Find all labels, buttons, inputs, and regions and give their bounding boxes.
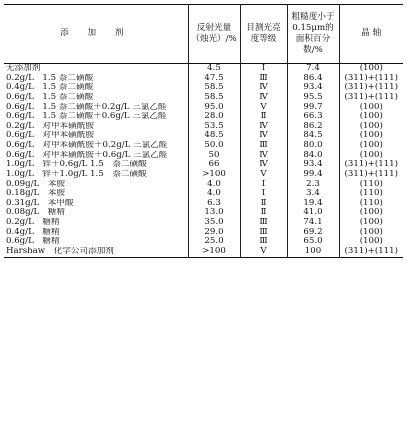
smooth-area-percent-cell: 100	[287, 247, 339, 257]
additive-cell: 0.2g/L 1.5 萘二磺酸	[6, 73, 94, 83]
brightness-grade-cell: Ⅴ	[240, 247, 287, 257]
additive-cell: 0.6g/L 1.5 萘二磺酸＋0.2g/L 三氯乙醛	[6, 102, 167, 112]
crystal-axis-cell: (100)	[339, 141, 403, 151]
table-row	[4, 208, 403, 218]
reflectance-cell: 47.5	[188, 74, 240, 84]
reflectance-cell: 28.0	[188, 112, 240, 122]
additive-cell: 0.6g/L 对甲苯磺酰胺＋0.2g/L 三氯乙醛	[6, 141, 168, 150]
table-row	[4, 160, 403, 170]
brightness-grade-cell: Ⅲ	[240, 237, 287, 247]
brightness-grade-cell: Ⅰ	[240, 180, 287, 190]
smooth-area-percent-cell: 69.2	[287, 228, 339, 238]
table-row	[4, 228, 403, 238]
table-row	[4, 122, 403, 132]
header-reflectance: 反射光量（烛光）/%	[188, 5, 240, 64]
brightness-grade-cell: Ⅳ	[240, 83, 287, 93]
crystal-axis-cell: (100)	[339, 103, 403, 113]
smooth-area-percent-cell: 19.4	[287, 199, 339, 209]
reflectance-cell: 66	[188, 160, 240, 170]
table-header	[4, 5, 403, 64]
crystal-axis-cell: (311)+(111)	[339, 74, 403, 84]
brightness-grade-cell: Ⅳ	[240, 151, 287, 161]
table-row	[4, 64, 403, 74]
table-row	[4, 74, 403, 84]
additive-cell: 1.0g/L 锌＋0.6g/L 1.5 萘二磺酸	[6, 160, 147, 170]
header-additive: 添 加 剂	[60, 28, 132, 39]
crystal-axis-cell: (100)	[339, 122, 403, 132]
smooth-area-percent-cell: 74.1	[287, 218, 339, 228]
header-crystal-axis: 晶 轴	[339, 5, 403, 64]
reflectance-cell: 29.0	[188, 228, 240, 238]
table-row	[4, 103, 403, 113]
brightness-grade-cell: Ⅲ	[240, 228, 287, 238]
smooth-area-percent-cell: 65.0	[287, 237, 339, 247]
additive-cell: 1.0g/L 锌＋1.0g/L 1.5 萘二磺酸	[6, 169, 147, 179]
smooth-area-percent-cell: 99.4	[287, 170, 339, 180]
brightness-grade-cell: Ⅱ	[240, 112, 287, 122]
brightness-grade-cell: Ⅳ	[240, 160, 287, 170]
smooth-area-percent-cell: 80.0	[287, 141, 339, 151]
reflectance-cell: 13.0	[188, 208, 240, 218]
table-row	[4, 180, 403, 190]
reflectance-cell: 58.5	[188, 83, 240, 93]
reflectance-cell: 4.0	[188, 189, 240, 199]
brightness-grade-cell: Ⅲ	[240, 141, 287, 151]
reflectance-cell: 58.5	[188, 93, 240, 103]
crystal-axis-cell: (100)	[339, 64, 403, 74]
additive-cell: 0.09g/L 苯胺	[6, 179, 66, 189]
table-row	[4, 199, 403, 209]
brightness-grade-cell: Ⅱ	[240, 199, 287, 209]
smooth-area-percent-cell: 99.7	[287, 103, 339, 113]
reflectance-cell: >100	[188, 170, 240, 180]
reflectance-cell: 95.0	[188, 103, 240, 113]
additive-cell: 0.6g/L 糖精	[6, 237, 60, 247]
smooth-area-percent-cell: 66.3	[287, 112, 339, 122]
crystal-axis-cell: (100)	[339, 151, 403, 161]
additive-data-table	[4, 4, 403, 258]
reflectance-cell: 6.3	[188, 199, 240, 209]
reflectance-cell: 50	[188, 151, 240, 161]
brightness-grade-cell: Ⅳ	[240, 93, 287, 103]
brightness-grade-cell: Ⅰ	[240, 189, 287, 199]
header-smooth-area-percent: 粗糙度小于0.15μm的面积百分数/%	[287, 5, 339, 64]
crystal-axis-cell: (100)	[339, 208, 403, 218]
table-row	[4, 83, 403, 93]
table-row	[4, 112, 403, 122]
additive-cell: 0.18g/L 苯胺	[6, 189, 66, 199]
smooth-area-percent-cell: 2.3	[287, 180, 339, 190]
table-row	[4, 93, 403, 103]
crystal-axis-cell: (110)	[339, 199, 403, 209]
crystal-axis-cell: (311)+(111)	[339, 247, 403, 257]
reflectance-cell: >100	[188, 247, 240, 257]
smooth-area-percent-cell: 93.4	[287, 160, 339, 170]
additive-cell: 0.2g/L 对甲苯磺酰胺	[6, 121, 94, 131]
table-row	[4, 170, 403, 180]
crystal-axis-cell: (311)+(111)	[339, 160, 403, 170]
smooth-area-percent-cell: 7.4	[287, 64, 339, 74]
additive-cell: 0.6g/L 1.5 萘二磺酸＋0.6g/L 三氯乙醛	[6, 112, 167, 122]
reflectance-cell: 53.5	[188, 122, 240, 132]
additive-cell: 0.08g/L 糖精	[6, 208, 66, 218]
additive-cell: 0.4g/L 糖精	[6, 227, 60, 237]
smooth-area-percent-cell: 95.5	[287, 93, 339, 103]
additive-cell: 0.4g/L 1.5 萘二磺酸	[6, 83, 94, 93]
crystal-axis-cell: (110)	[339, 189, 403, 199]
reflectance-cell: 4.5	[188, 64, 240, 74]
smooth-area-percent-cell: 86.4	[287, 74, 339, 84]
smooth-area-percent-cell: 93.4	[287, 83, 339, 93]
table-body	[4, 64, 403, 258]
brightness-grade-cell: Ⅳ	[240, 131, 287, 141]
table-row	[4, 247, 403, 257]
additive-cell: Harshaw 化学公司添加剂	[6, 246, 114, 256]
crystal-axis-cell: (110)	[339, 180, 403, 190]
brightness-grade-cell: Ⅰ	[240, 64, 287, 74]
additive-cell: 0.2g/L 糖精	[6, 218, 60, 227]
reflectance-cell: 48.5	[188, 131, 240, 141]
crystal-axis-cell: (100)	[339, 237, 403, 247]
crystal-axis-cell: (311)+(111)	[339, 93, 403, 103]
table-row	[4, 237, 403, 247]
additive-cell: 无添加剂	[6, 63, 41, 73]
crystal-axis-cell: (100)	[339, 228, 403, 238]
table-row	[4, 189, 403, 199]
table-row	[4, 151, 403, 161]
smooth-area-percent-cell: 86.2	[287, 122, 339, 132]
table-row	[4, 141, 403, 151]
crystal-axis-cell: (311)+(111)	[339, 170, 403, 180]
smooth-area-percent-cell: 84.5	[287, 131, 339, 141]
additive-cell: 0.6g/L 对甲苯磺酰胺	[6, 131, 94, 141]
additive-cell: 0.6g/L 1.5 萘二磺酸	[6, 92, 94, 102]
reflectance-cell: 25.0	[188, 237, 240, 247]
crystal-axis-cell: (311)+(111)	[339, 83, 403, 93]
brightness-grade-cell: Ⅴ	[240, 170, 287, 180]
table-row	[4, 218, 403, 228]
additive-cell: 0.6g/L 对甲苯磺酰胺＋0.6g/L 三氯乙醛	[6, 150, 168, 160]
brightness-grade-cell: Ⅲ	[240, 218, 287, 228]
crystal-axis-cell: (100)	[339, 112, 403, 122]
brightness-grade-cell: Ⅱ	[240, 208, 287, 218]
header-row	[4, 5, 403, 64]
reflectance-cell: 50.0	[188, 141, 240, 151]
smooth-area-percent-cell: 41.0	[287, 208, 339, 218]
crystal-axis-cell: (100)	[339, 131, 403, 141]
smooth-area-percent-cell: 84.0	[287, 151, 339, 161]
brightness-grade-cell: Ⅴ	[240, 103, 287, 113]
smooth-area-percent-cell: 3.4	[287, 189, 339, 199]
header-brightness-grade: 目测光亮度等级	[240, 5, 287, 64]
additive-cell: 0.31g/L 苯甲酸	[6, 198, 74, 208]
brightness-grade-cell: Ⅲ	[240, 74, 287, 84]
table-row	[4, 131, 403, 141]
brightness-grade-cell: Ⅳ	[240, 122, 287, 132]
reflectance-cell: 4.0	[188, 180, 240, 190]
reflectance-cell: 35.0	[188, 218, 240, 228]
crystal-axis-cell: (100)	[339, 218, 403, 228]
